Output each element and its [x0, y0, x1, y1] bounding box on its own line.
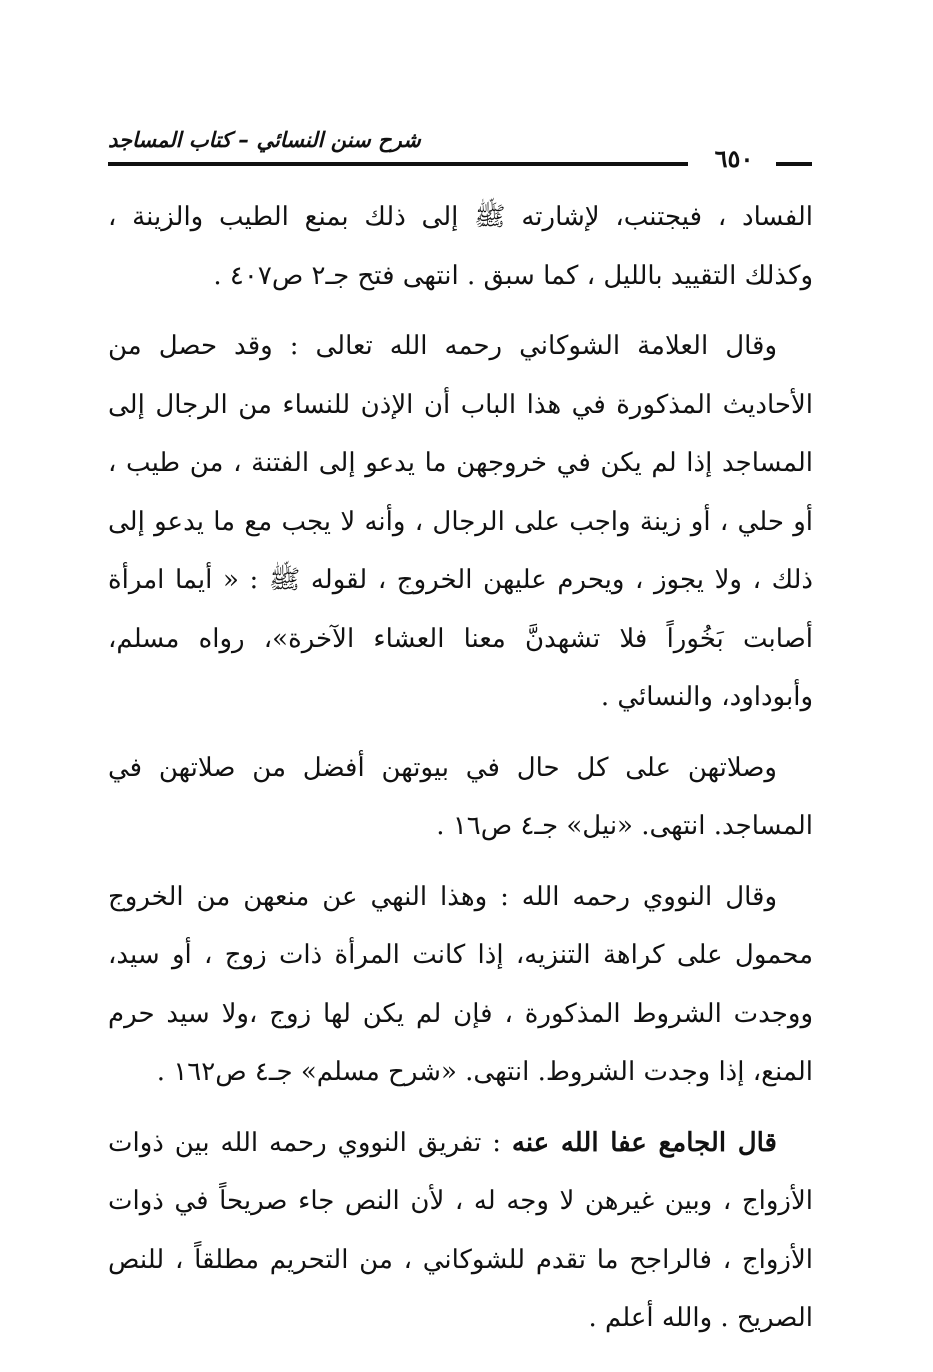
running-header	[108, 128, 813, 176]
paragraph-3: وصلاتهن على كل حال في بيوتهن أفضل من صلاتهن في المساجد. انتهى. «نيل» جـ٤ ص١٦ .	[108, 752, 813, 841]
page-number: ٦٥٠	[714, 144, 754, 173]
paragraph-1: الفساد ، فيجتنب، لإشارته ﷺ إلى ذلك بمنع الطيب والزينة ، وكذلك التقييد بالليل ، كما سبق . انتهى فتح جـ٢ ص٤٠٧ .	[108, 202, 813, 291]
paragraph-5	[108, 1114, 813, 1348]
paragraph-5-text: : تفريق النووي رحمه الله بين ذوات الأزواج ، وبين غيرهن لا وجه له ، لأن النص جاء صريحاً في ذوات الأزواج ، فالراجح ما تقدم للشوكاني ، من التحريم مطلقاً ، للنص الصريح . والله أعلم .	[108, 1127, 813, 1333]
paragraph-5-lead: قال الجامع عفا الله عنه	[511, 1127, 777, 1158]
header-rule	[108, 162, 688, 166]
paragraph-4: وقال النووي رحمه الله : وهذا النهي عن منعهن من الخروج محمول على كراهة التنزيه، إذا كانت المرأة ذات زوج ، أو سيد، ووجدت الشروط المذكورة ، فإن لم يكن لها زوج ،ولا سيد حرم المنع، إذا وجدت الشروط. انتهى. «شرح مسلم» جـ٤ ص١٦٢ .	[108, 881, 813, 1087]
header-title: شرح سنن النسائي – كتاب المساجد	[108, 128, 421, 152]
header-dash	[776, 162, 812, 166]
body-text	[108, 188, 813, 1348]
paragraph-2: وقال العلامة الشوكاني رحمه الله تعالى : وقد حصل من الأحاديث المذكورة في هذا الباب أن الإذن للنساء من الرجال إلى المساجد إذا لم يكن في خروجهن ما يدعو إلى الفتنة ، من طيب ، أو حلي ، أو زينة واجب على الرجال ، وأنه لا يجب مع ما يدعو إلى ذلك ، ولا يجوز ، ويحرم عليهن الخروج ، لقوله ﷺ : « أيما امرأة أصابت بَخُوراً فلا تشهدنَّ معنا العشاء الآخرة»، رواه مسلم، وأبوداود، والنسائي .	[108, 331, 813, 712]
